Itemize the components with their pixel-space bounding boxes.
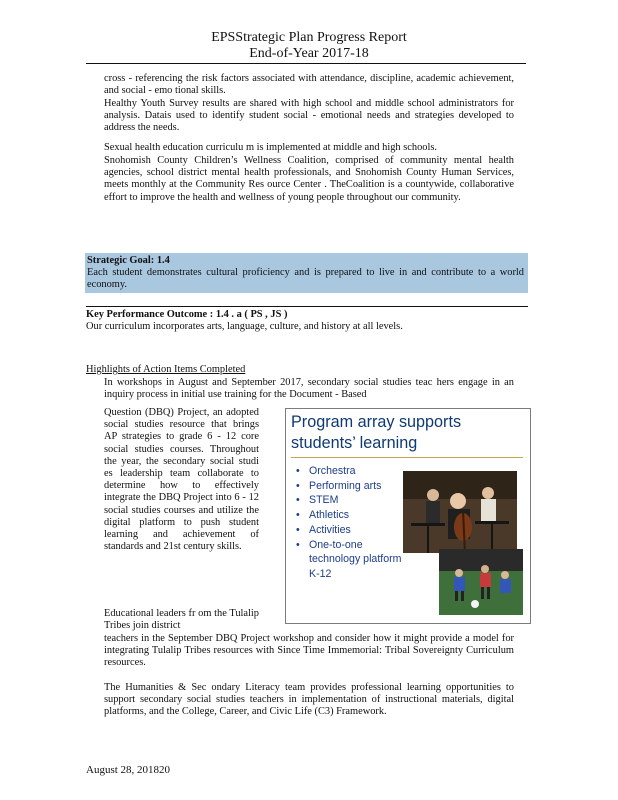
soccer-illustration — [439, 549, 523, 615]
highlights-heading: Highlights of Action Items Completed — [86, 364, 246, 375]
kpo-text: Our curriculum incorporates arts, language, culture, and history at all levels. — [86, 321, 403, 333]
list-item-text: The Humanities & Sec ondary Literacy team provides professional learning opportunities to support secondary social studies teachers in implementation of instructional materials, digital platforms, and the College, Career, and Civic Life (C3) Framework. — [104, 682, 514, 718]
program-item: • STEM — [296, 494, 339, 507]
bullet-dot-icon: • — [296, 494, 300, 507]
goal-rule — [86, 306, 528, 307]
list-item-continuation: teachers in the September DBQ Project workshop and consider how it might provide a model for integrating Tulalip Tribes resources with Since Time Immemorial: Tribal Sovereignty Curriculum resources. — [104, 633, 514, 669]
list-item — [104, 377, 514, 401]
orchestra-illustration — [403, 471, 517, 553]
report-subtitle: End-of-Year 2017-18 — [249, 46, 369, 61]
program-item: • Orchestra — [296, 465, 356, 477]
key-performance-outcome — [86, 309, 528, 333]
list-item — [104, 682, 514, 719]
bullet-dot-icon: • — [296, 538, 300, 551]
intro-continuation: cross - referencing the risk factors associated with attendance, discipline, academic achievement, and social - emo tional skills. — [104, 73, 514, 97]
program-item: • One-to-one technology platform K-12 — [296, 538, 402, 580]
list-item-text: Healthy Youth Survey results are shared with high school and middle school administrators for analysis. Datais used to identify student social - emotional needs and strategies developed to address the needs. — [104, 98, 514, 134]
strategic-goal-box — [85, 253, 528, 293]
program-item: • Athletics — [296, 509, 350, 522]
list-item-text: In workshops in August and September 2017, secondary social studies teac hers engage in an inquiry process in initial use training for the Document - Based — [104, 377, 514, 401]
athletics-photo — [439, 549, 523, 615]
list-item — [104, 608, 259, 632]
infobox-title-rule — [291, 457, 523, 458]
program-item: • Activities — [296, 523, 351, 536]
orchestra-photo — [403, 471, 517, 553]
bullet-dot-icon: • — [296, 465, 300, 477]
kpo-label: Key Performance Outcome : 1.4 . a ( PS , JS ) — [86, 309, 288, 320]
list-item — [104, 98, 514, 135]
list-item-text: Snohomish County Children’s Wellness Coalition, comprised of community mental health agencies, school district mental health professionals, and Snohomish County Human Services, meets monthly at the Community Res ource Center . TheCoalition is a countywide, collaborative effort to improve the health and wellness of young people throughout our community. — [104, 155, 514, 203]
program-item: • Performing arts — [296, 479, 382, 492]
list-item-text: Educational leaders fr om the Tulalip Tribes join district — [104, 608, 259, 632]
list-item — [104, 155, 514, 204]
infobox-title: Program array supports students’ learning — [291, 413, 462, 452]
bullet-dot-icon: • — [296, 523, 300, 536]
footer-date: August 28, 201820 — [86, 764, 171, 776]
header-rule — [86, 63, 526, 64]
strategic-goal-label: Strategic Goal: 1.4 — [87, 255, 170, 266]
program-list — [296, 464, 414, 582]
list-item-text: Sexual health education curriculu m is implemented at middle and high schools. — [104, 142, 437, 153]
bullet-dot-icon: • — [296, 479, 300, 492]
program-array-infobox — [285, 408, 531, 624]
bullet-dot-icon: • — [296, 509, 300, 522]
list-item — [104, 142, 514, 154]
report-title: EPSStrategic Plan Progress Report — [211, 30, 407, 45]
strategic-goal-text: Each student demonstrates cultural proficiency and is prepared to live in and contribute to a world economy. — [87, 267, 524, 291]
list-item-continuation: Question (DBQ) Project, an adopted social studies resource that brings AP strategies to grade 6 - 12 core social studies courses. Throughout the year, the secondary social studi es leadership team collaborate to determine how to effectively integrate the DBQ Project into 6 - 12 social studies courses and utilize the digital platform to push student learning and achievement of standards and 21st century skills. — [104, 407, 259, 553]
